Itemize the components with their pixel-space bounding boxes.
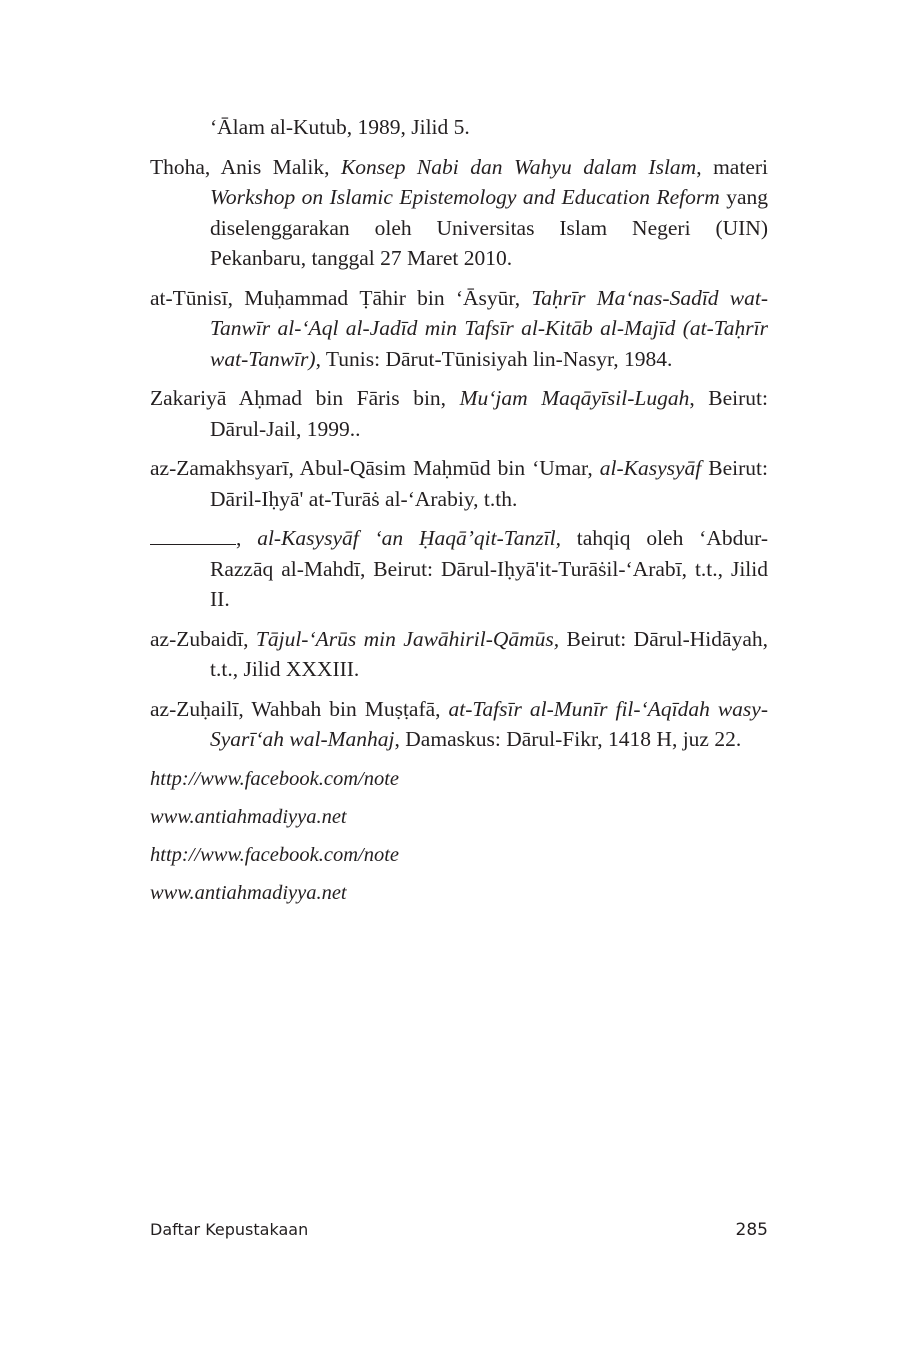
bibliography-entry: [150, 624, 768, 685]
bibliography-entry: [150, 383, 768, 444]
entry-title-text: Tājul-‘Arūs min Jawāhiril-Qāmūs,: [255, 626, 560, 651]
entry-text: Beirut: Dāril-Iḥyā' at-Turāṡ al-‘Arabiy, t.th.: [210, 456, 768, 511]
entry-text: Beirut: Dārul-Hidāyah, t.t., Jilid XXXIII.: [210, 626, 768, 681]
web-references: [150, 764, 768, 908]
entry-title-text: Workshop on Islamic Epistemology and Education Reform: [210, 185, 720, 209]
page-footer: [150, 1220, 768, 1240]
entry-text: yang diselenggarakan oleh Universitas Islam Negeri (UIN) Pekanbaru, tanggal 27 Maret 2010.: [210, 185, 769, 270]
entry-text: , Damaskus: Dārul-Fikr, 1418 H, juz 22.: [394, 727, 742, 751]
running-footer-title: Daftar Kepustakaan: [150, 1220, 309, 1239]
entry-title-text: at-Tafsīr al-Munīr fil-‘Aqīdah wasy-Syarī‘ah wal-Manhaj: [210, 696, 768, 751]
entry-text: Thoha, Anis Malik,: [150, 154, 341, 179]
entry-text: , materi: [696, 154, 768, 179]
entry-text: az-Zuḥailī, Wahbah bin Muṣṭafā,: [150, 696, 449, 721]
web-reference-link: www.antiahmadiyya.net: [150, 805, 347, 828]
repeat-author-dash: [150, 524, 236, 545]
bibliography-page: [150, 112, 768, 916]
entry-title-text: Taḥrīr Ma‘nas-Sadīd wat-Tanwīr al-‘Aql al-Jadīd min Tafsīr al-Kitāb al-Majīd (at-Taḥrīr wat-Tanwīr): [210, 285, 769, 371]
web-reference-link: http://www.facebook.com/note: [150, 767, 399, 790]
entry-text: tahqiq oleh ‘Abdur-Razzāq al-Mahdī, Beirut: Dārul-Iḥyā'it-Turāṡil-‘Arabī, t.t., Jilid II.: [210, 526, 768, 611]
entry-text: ,: [236, 526, 258, 550]
web-reference-link: http://www.facebook.com/note: [150, 843, 399, 866]
entry-text: az-Zamakhsyarī, Abul-Qāsim Maḥmūd bin ‘Umar,: [150, 456, 600, 480]
entry-title-text: al-Kasysyāf: [599, 456, 702, 480]
entry-text: ‘Ālam al-Kutub, 1989, Jilid 5.: [210, 115, 470, 139]
bibliography-list: [150, 112, 768, 755]
bibliography-entry: [150, 694, 768, 755]
bibliography-entry: [150, 152, 768, 274]
entry-text: az-Zubaidī,: [150, 626, 256, 651]
bibliography-entry: [150, 283, 768, 375]
entry-title-text: Konsep Nabi dan Wahyu dalam Islam: [340, 154, 697, 179]
bibliography-entry: [150, 453, 768, 514]
entry-text: , Tunis: Dārut-Tūnisiyah lin-Nasyr, 1984.: [315, 346, 673, 371]
entry-title-text: Mu‘jam Maqāyīsil-Lugah: [459, 386, 690, 410]
entry-text: Zakariyā Aḥmad bin Fāris bin,: [150, 386, 460, 410]
web-reference-link: www.antiahmadiyya.net: [150, 881, 347, 904]
entry-title-text: al-Kasysyāf ‘an Ḥaqā’qit-Tanzīl,: [257, 526, 561, 550]
entry-text: at-Tūnisī, Muḥammad Ṭāhir bin ‘Āsyūr,: [150, 285, 532, 310]
page-number: 285: [735, 1220, 768, 1240]
entry-text: , Beirut: Dārul-Jail, 1999..: [210, 386, 768, 441]
bibliography-entry: [150, 112, 768, 143]
bibliography-entry: [150, 523, 768, 615]
